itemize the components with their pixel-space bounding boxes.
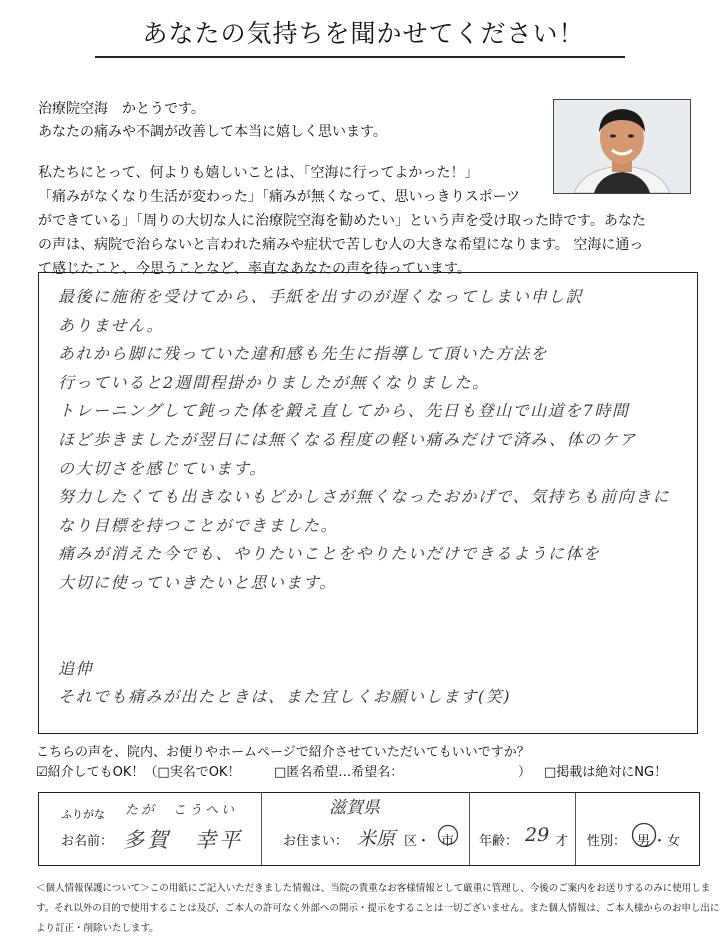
- age-label: 年齢：: [479, 834, 519, 849]
- consent-close-paren: ）: [518, 765, 532, 780]
- consent-question: こちらの声を、院内、お便りやホームページで紹介させていただいてもいいですか？: [36, 745, 530, 760]
- privacy-line: より訂正・削除いたします。: [36, 923, 159, 934]
- privacy-line: ＜個人情報保護について＞この用紙にご記入いただきました情報は、当院の貴重なお客様情報として厳重に管理し、今後のご案内をお送りするのみに使用しま: [36, 883, 711, 894]
- privacy-notice: [36, 879, 720, 939]
- handwritten-letter: [58, 283, 688, 712]
- consent-ok-checkbox[interactable]: ☑紹介してもOK！（□実名でOK！: [36, 765, 241, 780]
- letter-line: [58, 598, 688, 627]
- age-field[interactable]: 29: [525, 824, 550, 846]
- address-unit-shi: 市: [441, 834, 455, 849]
- prefecture-field[interactable]: 滋賀県: [329, 798, 380, 818]
- staff-photo: [553, 99, 691, 194]
- letter-line: ありません。: [58, 315, 164, 335]
- intro-line: 治療院空海 かとうです。: [38, 101, 205, 117]
- gender-female-option[interactable]: 女: [667, 834, 681, 849]
- request-line: ができている」「周りの大切な人に治療院空海を勧めたい」という声を受け取った時です。あなた: [38, 213, 646, 229]
- privacy-line: す。それ以外の目的で使用することは及び、ご本人の許可なく外部への開示・提示をすることは一切ございません。また個人情報は、ご本人様からのお申し出に: [36, 903, 720, 914]
- letter-line: 痛みが消えた今でも、やりたいことをやりたいだけできるように体を: [58, 544, 601, 564]
- letter-line: 大切に使っていきたいと思います。: [58, 572, 337, 592]
- request-line: 私たちにとって、何よりも嬉しいことは、「空海に行ってよかった！」: [38, 165, 479, 181]
- letter-line: 努力したくても出きないもどかしさが無くなったおかげで、気持ちも前向きに: [58, 487, 671, 507]
- letter-line: の大切さを感じています。: [58, 458, 267, 478]
- form-divider: [575, 793, 576, 865]
- letter-line: [58, 626, 688, 655]
- request-line: の声は、病院で治らないと言われた痛みや症状で苦しむ人の大きな希望になります。 空海に通っ: [38, 237, 644, 253]
- intro-line: あなたの痛みや不調が改善して本当に嬉しく思います。: [38, 124, 387, 140]
- furigana-label: ふりがな: [61, 808, 105, 821]
- page-title: あなたの気持ちを聞かせてください！: [142, 19, 585, 48]
- intro-text: [38, 98, 387, 144]
- letter-line: ほど歩きましたが翌日には無くなる程度の軽い痛みだけで済み、体のケア: [58, 429, 637, 449]
- letter-line: トレーニングして鈍った体を鍛え直してから、先日も登山で山道を7時間: [58, 401, 630, 421]
- furigana-field[interactable]: たが こうへい: [125, 803, 238, 818]
- form-divider: [469, 793, 470, 865]
- gender-male-option[interactable]: 男: [637, 834, 651, 849]
- address-label: お住まい：: [283, 834, 349, 849]
- consent-ng-checkbox[interactable]: □掲載は絶対にNG！: [544, 765, 668, 780]
- address-city-field[interactable]: 米原: [357, 828, 396, 850]
- consent-anonymous-checkbox[interactable]: □匿名希望…希望名：: [274, 765, 404, 780]
- request-text: [38, 161, 646, 281]
- name-field[interactable]: 多賀 幸平: [123, 828, 243, 852]
- letter-line: 追伸: [58, 658, 94, 678]
- address-unit-ku: 区・: [404, 834, 431, 849]
- gender-label: 性別：: [587, 834, 627, 849]
- title-underline: [95, 56, 625, 58]
- shi-circle-icon: [437, 824, 459, 846]
- person-photo-icon: [554, 100, 690, 193]
- letter-line: 最後に施術を受けてから、手紙を出すのが遅くなってしまい申し訳: [58, 287, 584, 306]
- request-line: 「痛みがなくなり生活が変わった」「痛みが無くなって、思いっきりスポーツ: [38, 189, 521, 205]
- personal-info-form: [38, 792, 700, 866]
- letter-line: あれから脚に残っていた違和感も先生に指導して頂いた方法を: [58, 344, 549, 364]
- age-unit: 才: [555, 834, 569, 849]
- letter-line: なり目標を持つことができました。: [58, 515, 339, 535]
- letter-line: 行っていると2週間程掛かりましたが無くなりました。: [58, 372, 490, 392]
- form-divider: [261, 793, 262, 865]
- gender-separator: ・: [653, 834, 667, 849]
- letter-line: それでも痛みが出たときは、また宜しくお願いします(笑): [58, 687, 511, 707]
- name-label: お名前：: [61, 834, 114, 849]
- request-line: て感じたこと、今思うことなど、率直なあなたの声を待っています。: [38, 261, 471, 277]
